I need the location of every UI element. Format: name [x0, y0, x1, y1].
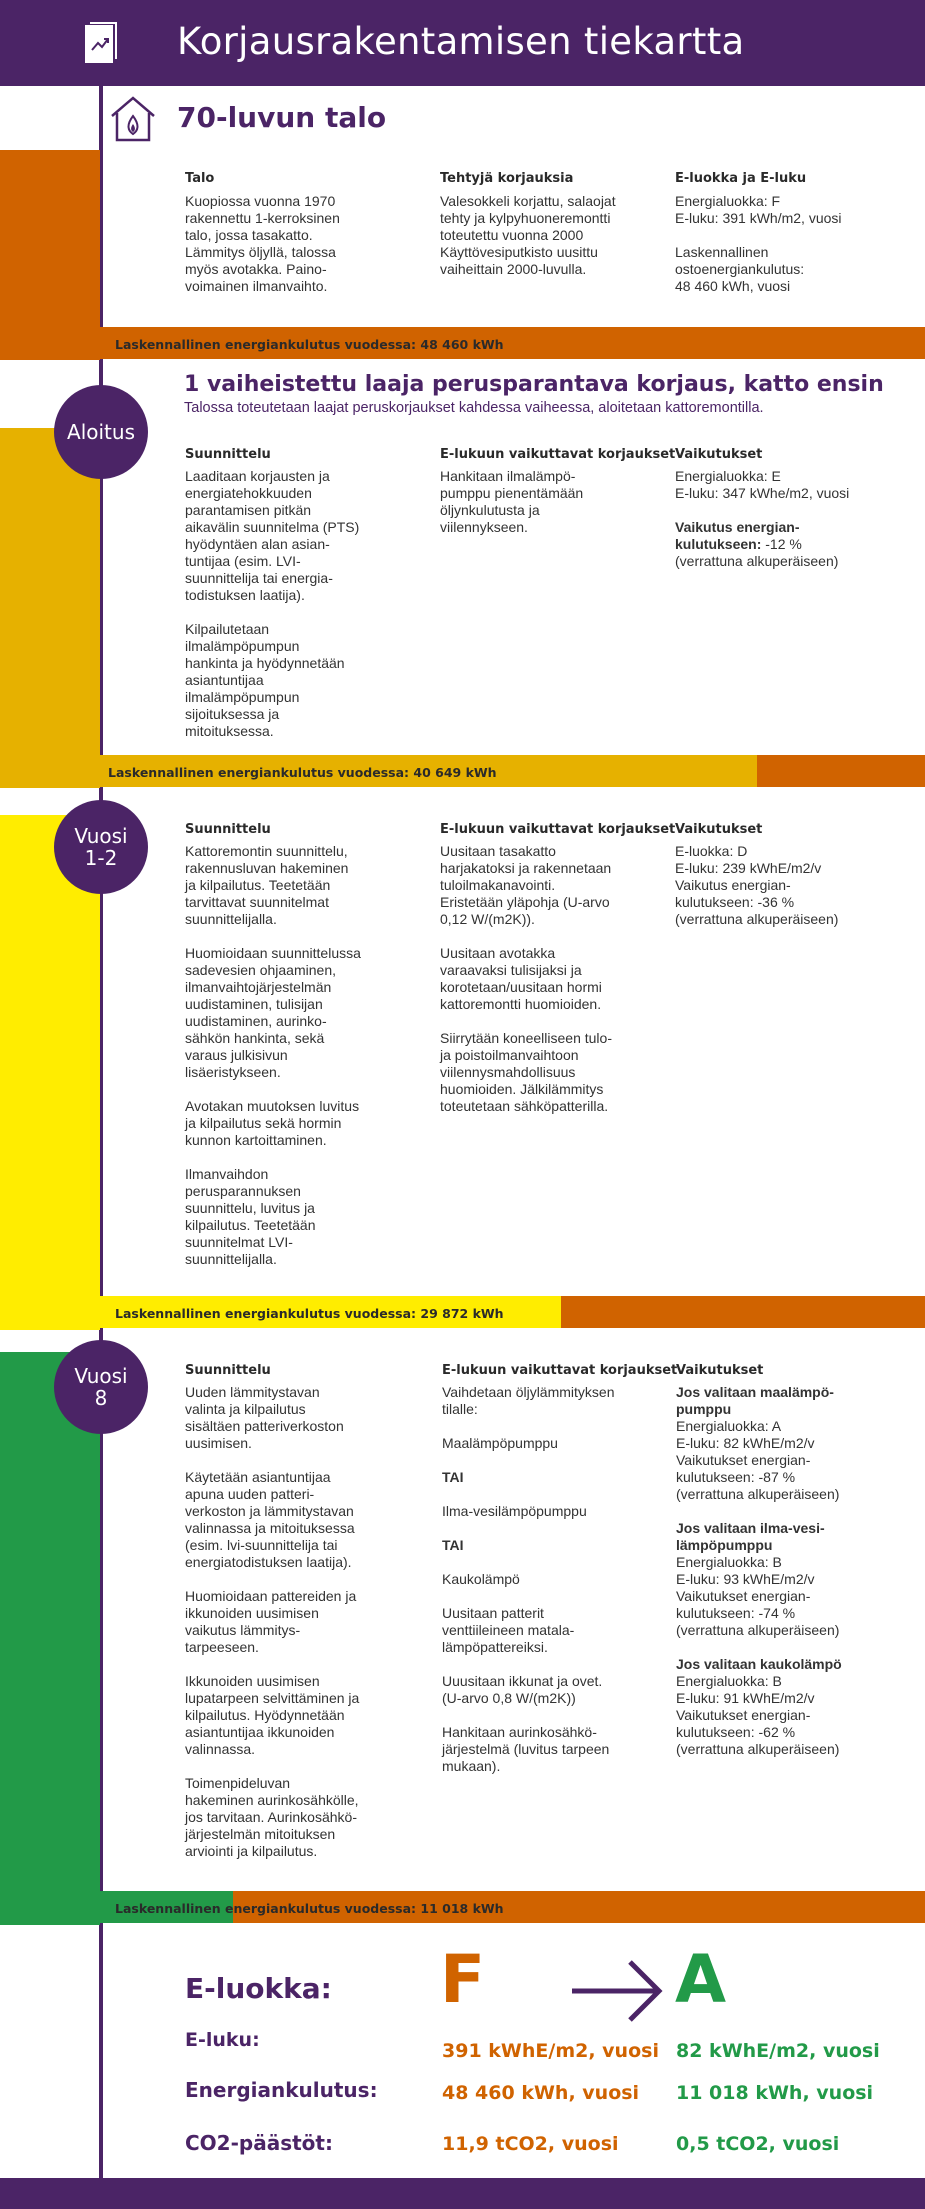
- house-col-talo-body: Kuopiossa vuonna 1970 rakennettu 1-kerroksinen talo, jossa tasakatto. Lämmitys öljyllä, talossa myös avotakka. Paino- voimainen ilmanvaihto.: [185, 193, 340, 294]
- stage-vuosi12-effects-heading: Vaikutukset: [675, 822, 763, 837]
- house-col-repairs-heading: Tehtyjä korjauksia: [440, 171, 574, 186]
- stage-vuosi8-color-bar: [0, 1352, 100, 1925]
- consumption-label-house: Laskennallinen energiankulutus vuodessa: 48 460 kWh: [115, 337, 504, 352]
- summary-eluku-before: 391 kWhE/m2, vuosi: [442, 2040, 659, 2062]
- consumption-bar-vuosi12-saved: [561, 1296, 925, 1328]
- summary-co2-after: 0,5 tCO2, vuosi: [676, 2133, 840, 2155]
- house-col-talo-heading: Talo: [185, 171, 215, 186]
- plan-title: 1 vaiheistettu laaja perusparantava korjaus, katto ensin: [184, 372, 884, 397]
- stage-vuosi12-planning-body: Kattoremontin suunnittelu, rakennusluvan hakeminen ja kilpailutus. Teetetään tarvittavat suunnitelmat suunnittelijalla. Huomioidaan suunnittelussa sadevesien ohjaaminen, ilmanvaihtojärjestelmän uudistaminen, tulisijan uudistaminen, aurinko- sähkön hankinta, sekä varaus julkisivun lisäeristykseen. Avotakan muutoksen luvitus ja kilpailutus sekä hormin kunnon kartoittaminen. Ilmanvaihdon perusparannuksen suunnittelu, luvitus ja kilpailutus. Teetetään suunnitelmat LVI- suunnittelijalla.: [185, 843, 361, 1267]
- stage-vuosi8-effects-body: Jos valitaan maalämpö- pumppu Energialuokka: A E-luku: 82 kWhE/m2/v Vaikutukset energian- kulutukseen: -87 % (verrattuna alkuperäiseen) Jos valitaan ilma-vesi- lämpöpumppu Energialuokka: B E-luku: 93 kWhE/m2/v Vaikutukset energian- kulutukseen: -74 % (verrattuna alkuperäiseen) Jos valitaan kaukolämpö Energialuokka: B E-luku: 91 kWhE/m2/v Vaikutukset energian- kulutukseen: -62 % (verrattuna alkuperäiseen): [676, 1384, 842, 1757]
- summary-eluku-after: 82 kWhE/m2, vuosi: [676, 2040, 880, 2062]
- summary-energy-before: 48 460 kWh, vuosi: [442, 2082, 640, 2104]
- stage-vuosi8-planning-body: Uuden lämmitystavan valinta ja kilpailutus sisältäen patteriverkoston uusimisen. Käytetään asiantuntijaa apuna uuden patteri- verkoston ja lämmitystavan valinnassa ja mitoituksessa (esim. lvi-suunnittelija tai energiatodistuksen laatija). Huomioidaan pattereiden ja ikkunoiden uusimisen vaikutus lämmitys- tarpeeseen. Ikkunoiden uusimisen lupatarpeen selvittäminen ja kilpailutus. Hyödynnetään asiantuntijaa ikkunoiden valinnassa. Toimenpideluvan hakeminen aurinkosähkölle, jos tarvitaan. Aurinkosähkö- järjestelmän mitoituksen arviointi ja kilpailutus.: [185, 1384, 360, 1859]
- stage-vuosi12-planning-heading: Suunnittelu: [185, 822, 271, 837]
- summary-co2-before: 11,9 tCO2, vuosi: [442, 2133, 619, 2155]
- consumption-label-vuosi8: Laskennallinen energiankulutus vuodessa: 11 018 kWh: [115, 1901, 504, 1916]
- stage-aloitus-planning-body: Laaditaan korjausten ja energiatehokkuuden parantamisen pitkän aikavälin suunnitelma (PTS) hyödyntäen alan asian- tuntijaa (esim. LVI- suunnittelija tai energia- todistuksen laatija). Kilpailutetaan ilmalämpöpumpun hankinta ja hyödynnetään asiantuntijaa ilmalämpöpumpun sijoituksessa ja mitoituksessa.: [185, 468, 360, 739]
- stage-vuosi8-planning-heading: Suunnittelu: [185, 1363, 271, 1378]
- summary-before-class: F: [440, 1941, 486, 2018]
- footer-bar: [0, 2178, 925, 2209]
- stage-aloitus-color-bar: [0, 428, 100, 788]
- summary-after-class: A: [675, 1941, 727, 2018]
- stage-vuosi8-repairs-body: Vaihdetaan öljylämmityksen tilalle: Maalämpöpumppu TAI Ilma-vesilämpöpumppu TAI Kaukolämpö Uusitaan patterit venttiileineen matala- lämpöpattereiksi. Uuusitaan ikkunat ja ovet. (U-arvo 0,8 W/(m2K)) Hankitaan aurinkosähkö- järjestelmä (luvitus tarpeen mukaan).: [442, 1384, 615, 1774]
- page-title: Korjausrakentamisen tiekartta: [177, 20, 745, 63]
- summary-eluku-label: E-luku:: [185, 2029, 260, 2051]
- house-col-eclass-heading: E-luokka ja E-luku: [675, 171, 807, 186]
- arrow-right-icon: [570, 1958, 665, 2024]
- house-color-bar: [0, 150, 100, 360]
- consumption-label-vuosi12: Laskennallinen energiankulutus vuodessa: 29 872 kWh: [115, 1306, 504, 1321]
- consumption-label-aloitus: Laskennallinen energiankulutus vuodessa: 40 649 kWh: [108, 765, 497, 780]
- plan-subtitle: Talossa toteutetaan laajat peruskorjaukset kahdessa vaiheessa, aloitetaan kattoremontilla.: [184, 400, 764, 416]
- summary-co2-label: CO2-päästöt:: [185, 2131, 333, 2155]
- house-title: 70-luvun talo: [177, 101, 387, 134]
- house-col-repairs-body: Valesokkeli korjattu, salaojat tehty ja kylpyhuoneremontti toteutettu vuonna 2000 Käyttövesiputkisto uusittu vaiheittain 2000-luvulla.: [440, 193, 616, 277]
- stage-vuosi12-repairs-heading: E-lukuun vaikuttavat korjaukset: [440, 822, 676, 837]
- chart-document-icon: [84, 22, 118, 64]
- stage-vuosi8-effects-heading: Vaikutukset: [676, 1363, 764, 1378]
- stage-aloitus-planning-heading: Suunnittelu: [185, 447, 271, 462]
- house-heating-icon: [108, 94, 158, 144]
- stage-vuosi8-circle: Vuosi 8: [54, 1340, 148, 1434]
- house-col-eclass-body: Energialuokka: F E-luku: 391 kWh/m2, vuosi Laskennallinen ostoenergiankulutus: 48 460 kWh, vuosi: [675, 193, 842, 294]
- summary-eclass-label: E-luokka:: [185, 1972, 332, 2005]
- consumption-bar-aloitus-saved: [757, 755, 925, 787]
- stage-aloitus-effects-body: Energialuokka: E E-luku: 347 kWhe/m2, vuosi Vaikutus energian- kulutukseen: -12 % (verrattuna alkuperäiseen): [675, 468, 850, 569]
- stage-aloitus-effects-heading: Vaikutukset: [675, 447, 763, 462]
- stage-vuosi12-color-bar: [0, 815, 100, 1330]
- summary-energy-after: 11 018 kWh, vuosi: [676, 2082, 874, 2104]
- stage-aloitus-circle: Aloitus: [54, 385, 148, 479]
- stage-vuosi12-effects-body: E-luokka: D E-luku: 239 kWhE/m2/v Vaikutus energian- kulutukseen: -36 % (verrattuna alkuperäiseen): [675, 843, 839, 927]
- stage-aloitus-repairs-heading: E-lukuun vaikuttavat korjaukset: [440, 447, 676, 462]
- stage-vuosi8-repairs-heading: E-lukuun vaikuttavat korjaukset: [442, 1363, 678, 1378]
- stage-vuosi12-repairs-body: Uusitaan tasakatto harjakatoksi ja rakennetaan tuloilmakanavointi. Eristetään yläpohja (U-arvo 0,12 W/(m2K)). Uusitaan avotakka varaavaksi tulisijaksi ja korotetaan/uusitaan hormi kattoremontti huomioiden. Siirrytään koneelliseen tulo- ja poistoilmanvaihtoon viilennysmahdollisuus huomioiden. Jälkilämmitys toteutetaan sähköpatterilla.: [440, 843, 612, 1114]
- stage-vuosi12-circle: Vuosi 1-2: [54, 800, 148, 894]
- stage-aloitus-repairs-body: Hankitaan ilmalämpö- pumppu pienentämään öljynkulutusta ja viilennykseen.: [440, 468, 584, 535]
- summary-energy-label: Energiankulutus:: [185, 2078, 378, 2102]
